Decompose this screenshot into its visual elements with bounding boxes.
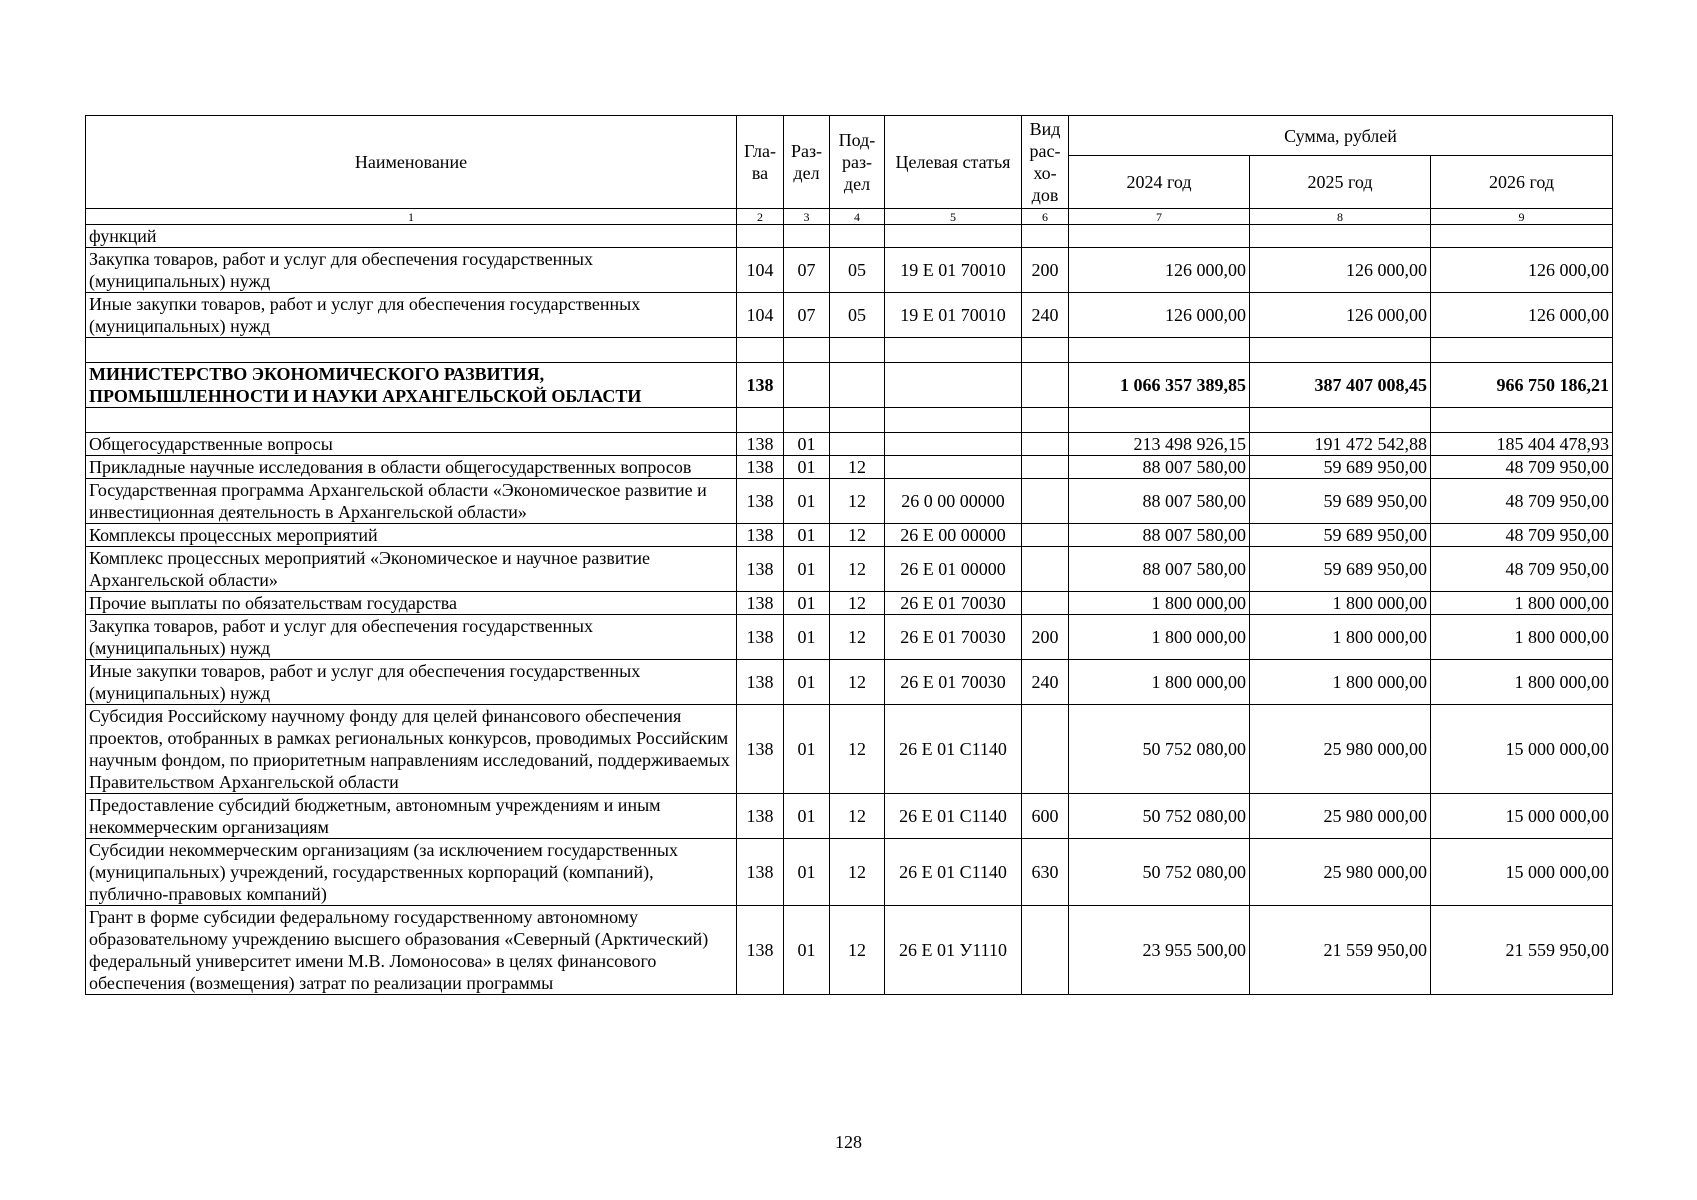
cell-target-article: 26 Е 01 00000 bbox=[885, 547, 1022, 592]
cell-name: Комплексы процессных мероприятий bbox=[86, 524, 737, 547]
cell-sum-2025: 1 800 000,00 bbox=[1250, 660, 1431, 705]
cell-expense-type bbox=[1022, 363, 1069, 408]
cell-sum-2025 bbox=[1250, 338, 1431, 363]
column-index: 6 bbox=[1022, 209, 1069, 225]
cell-sum-2026: 1 800 000,00 bbox=[1431, 660, 1613, 705]
cell-glava bbox=[737, 338, 784, 363]
header-target-article: Целевая статья bbox=[885, 116, 1022, 209]
cell-razdel: 01 bbox=[784, 794, 830, 839]
cell-sum-2026: 48 709 950,00 bbox=[1431, 479, 1613, 524]
cell-target-article: 19 Е 01 70010 bbox=[885, 248, 1022, 293]
cell-expense-type bbox=[1022, 592, 1069, 615]
cell-name: Субсидия Российскому научному фонду для целей финансового обеспечения проектов, отобранных в рамках региональных конкурсов, проводимых Российским научным фондом, по приоритетным направлениям исследований, поддерживаемых Правительством Архангельской области bbox=[86, 705, 737, 794]
cell-sum-2026 bbox=[1431, 408, 1613, 433]
cell-glava: 138 bbox=[737, 660, 784, 705]
cell-sum-2026: 48 709 950,00 bbox=[1431, 456, 1613, 479]
cell-name: Государственная программа Архангельской области «Экономическое развитие и инвестиционная деятельность в Архангельской области» bbox=[86, 479, 737, 524]
cell-podrazdel bbox=[830, 433, 885, 456]
cell-expense-type bbox=[1022, 408, 1069, 433]
cell-sum-2024: 1 066 357 389,85 bbox=[1069, 363, 1250, 408]
cell-sum-2024: 1 800 000,00 bbox=[1069, 660, 1250, 705]
cell-razdel: 01 bbox=[784, 906, 830, 995]
cell-sum-2025: 59 689 950,00 bbox=[1250, 456, 1431, 479]
header-podrazdel: Под-раз-дел bbox=[830, 116, 885, 209]
cell-sum-2025: 25 980 000,00 bbox=[1250, 794, 1431, 839]
cell-sum-2026: 48 709 950,00 bbox=[1431, 547, 1613, 592]
cell-expense-type bbox=[1022, 524, 1069, 547]
cell-razdel: 01 bbox=[784, 456, 830, 479]
cell-expense-type: 630 bbox=[1022, 839, 1069, 906]
cell-podrazdel: 12 bbox=[830, 705, 885, 794]
table-row-ministry bbox=[86, 363, 1613, 408]
cell-sum-2025: 59 689 950,00 bbox=[1250, 524, 1431, 547]
cell-razdel: 07 bbox=[784, 293, 830, 338]
header-year-2026: 2026 год bbox=[1431, 156, 1613, 209]
cell-expense-type bbox=[1022, 225, 1069, 248]
header-glava: Гла-ва bbox=[737, 116, 784, 209]
cell-glava bbox=[737, 408, 784, 433]
cell-target-article: 26 Е 01 С1140 bbox=[885, 794, 1022, 839]
cell-sum-2025: 126 000,00 bbox=[1250, 293, 1431, 338]
cell-sum-2024 bbox=[1069, 338, 1250, 363]
cell-name: МИНИСТЕРСТВО ЭКОНОМИЧЕСКОГО РАЗВИТИЯ, ПРОМЫШЛЕННОСТИ И НАУКИ АРХАНГЕЛЬСКОЙ ОБЛАСТИ bbox=[86, 363, 737, 408]
table-row-empty bbox=[86, 408, 1613, 433]
header-year-2024: 2024 год bbox=[1069, 156, 1250, 209]
cell-name: Комплекс процессных мероприятий «Экономическое и научное развитие Архангельской области» bbox=[86, 547, 737, 592]
cell-sum-2025 bbox=[1250, 408, 1431, 433]
cell-sum-2026 bbox=[1431, 225, 1613, 248]
cell-sum-2024: 1 800 000,00 bbox=[1069, 592, 1250, 615]
cell-target-article: 26 Е 01 С1140 bbox=[885, 839, 1022, 906]
table-row bbox=[86, 225, 1613, 248]
cell-podrazdel: 12 bbox=[830, 660, 885, 705]
cell-sum-2024 bbox=[1069, 408, 1250, 433]
cell-razdel: 01 bbox=[784, 839, 830, 906]
cell-target-article bbox=[885, 363, 1022, 408]
cell-target-article bbox=[885, 456, 1022, 479]
cell-expense-type bbox=[1022, 433, 1069, 456]
cell-target-article: 26 Е 01 С1140 bbox=[885, 705, 1022, 794]
page-number: 128 bbox=[835, 1132, 862, 1152]
cell-glava: 138 bbox=[737, 592, 784, 615]
cell-name: Закупка товаров, работ и услуг для обеспечения государственных (муниципальных) нужд bbox=[86, 615, 737, 660]
table-row-empty bbox=[86, 338, 1613, 363]
cell-sum-2026: 15 000 000,00 bbox=[1431, 839, 1613, 906]
cell-podrazdel: 05 bbox=[830, 248, 885, 293]
cell-glava: 138 bbox=[737, 839, 784, 906]
cell-target-article: 26 Е 01 70030 bbox=[885, 615, 1022, 660]
column-index: 3 bbox=[784, 209, 830, 225]
table-body bbox=[86, 225, 1613, 995]
cell-sum-2026: 185 404 478,93 bbox=[1431, 433, 1613, 456]
cell-expense-type bbox=[1022, 456, 1069, 479]
cell-sum-2024 bbox=[1069, 225, 1250, 248]
cell-sum-2024: 50 752 080,00 bbox=[1069, 794, 1250, 839]
table-row bbox=[86, 293, 1613, 338]
cell-expense-type bbox=[1022, 705, 1069, 794]
cell-expense-type bbox=[1022, 906, 1069, 995]
cell-expense-type: 200 bbox=[1022, 248, 1069, 293]
cell-sum-2024: 88 007 580,00 bbox=[1069, 456, 1250, 479]
cell-razdel: 01 bbox=[784, 547, 830, 592]
cell-name: Предоставление субсидий бюджетным, автономным учреждениям и иным некоммерческим организациям bbox=[86, 794, 737, 839]
cell-sum-2024: 1 800 000,00 bbox=[1069, 615, 1250, 660]
cell-sum-2024: 50 752 080,00 bbox=[1069, 705, 1250, 794]
cell-podrazdel: 12 bbox=[830, 479, 885, 524]
column-index: 9 bbox=[1431, 209, 1613, 225]
cell-name: Иные закупки товаров, работ и услуг для обеспечения государственных (муниципальных) нужд bbox=[86, 660, 737, 705]
cell-podrazdel bbox=[830, 225, 885, 248]
cell-podrazdel: 12 bbox=[830, 524, 885, 547]
cell-sum-2026: 1 800 000,00 bbox=[1431, 615, 1613, 660]
column-index: 7 bbox=[1069, 209, 1250, 225]
cell-expense-type: 600 bbox=[1022, 794, 1069, 839]
cell-razdel: 01 bbox=[784, 433, 830, 456]
cell-glava: 138 bbox=[737, 479, 784, 524]
cell-sum-2025: 1 800 000,00 bbox=[1250, 615, 1431, 660]
cell-sum-2024: 126 000,00 bbox=[1069, 248, 1250, 293]
table-row bbox=[86, 479, 1613, 524]
cell-expense-type: 240 bbox=[1022, 293, 1069, 338]
cell-glava: 138 bbox=[737, 615, 784, 660]
cell-name: Грант в форме субсидии федеральному государственному автономному образовательному учреждению высшего образования «Северный (Арктический) федеральный университет имени М.В. Ломоносова» в целях финансового обеспечения (возмещения) затрат по реализации программы bbox=[86, 906, 737, 995]
cell-razdel: 01 bbox=[784, 615, 830, 660]
cell-sum-2025 bbox=[1250, 225, 1431, 248]
cell-sum-2026: 126 000,00 bbox=[1431, 248, 1613, 293]
cell-sum-2026: 1 800 000,00 bbox=[1431, 592, 1613, 615]
column-index: 2 bbox=[737, 209, 784, 225]
cell-podrazdel: 12 bbox=[830, 547, 885, 592]
cell-sum-2026: 48 709 950,00 bbox=[1431, 524, 1613, 547]
cell-razdel bbox=[784, 408, 830, 433]
cell-glava: 138 bbox=[737, 524, 784, 547]
column-index: 8 bbox=[1250, 209, 1431, 225]
table-row bbox=[86, 660, 1613, 705]
cell-podrazdel: 12 bbox=[830, 839, 885, 906]
cell-razdel: 01 bbox=[784, 705, 830, 794]
table-row bbox=[86, 794, 1613, 839]
cell-sum-2026: 15 000 000,00 bbox=[1431, 705, 1613, 794]
cell-razdel: 01 bbox=[784, 524, 830, 547]
cell-razdel: 01 bbox=[784, 479, 830, 524]
cell-sum-2024: 88 007 580,00 bbox=[1069, 479, 1250, 524]
cell-name: функций bbox=[86, 225, 737, 248]
cell-target-article bbox=[885, 338, 1022, 363]
cell-name: Закупка товаров, работ и услуг для обеспечения государственных (муниципальных) нужд bbox=[86, 248, 737, 293]
cell-sum-2026: 966 750 186,21 bbox=[1431, 363, 1613, 408]
column-index: 1 bbox=[86, 209, 737, 225]
cell-sum-2026: 21 559 950,00 bbox=[1431, 906, 1613, 995]
cell-podrazdel bbox=[830, 408, 885, 433]
table-row bbox=[86, 547, 1613, 592]
cell-name: Иные закупки товаров, работ и услуг для обеспечения государственных (муниципальных) нужд bbox=[86, 293, 737, 338]
table-row bbox=[86, 615, 1613, 660]
table-row bbox=[86, 248, 1613, 293]
cell-expense-type bbox=[1022, 479, 1069, 524]
cell-sum-2025: 21 559 950,00 bbox=[1250, 906, 1431, 995]
cell-razdel bbox=[784, 225, 830, 248]
cell-glava: 138 bbox=[737, 456, 784, 479]
cell-sum-2026: 126 000,00 bbox=[1431, 293, 1613, 338]
cell-sum-2024: 126 000,00 bbox=[1069, 293, 1250, 338]
cell-podrazdel bbox=[830, 338, 885, 363]
cell-target-article bbox=[885, 408, 1022, 433]
column-index-row bbox=[86, 209, 1613, 225]
cell-podrazdel: 12 bbox=[830, 592, 885, 615]
cell-sum-2025: 25 980 000,00 bbox=[1250, 705, 1431, 794]
cell-sum-2024: 88 007 580,00 bbox=[1069, 524, 1250, 547]
cell-sum-2024: 23 955 500,00 bbox=[1069, 906, 1250, 995]
cell-glava: 138 bbox=[737, 433, 784, 456]
table-row bbox=[86, 592, 1613, 615]
cell-sum-2026 bbox=[1431, 338, 1613, 363]
table-row bbox=[86, 705, 1613, 794]
cell-expense-type: 200 bbox=[1022, 615, 1069, 660]
cell-sum-2024: 213 498 926,15 bbox=[1069, 433, 1250, 456]
budget-table bbox=[85, 115, 1613, 995]
cell-sum-2024: 50 752 080,00 bbox=[1069, 839, 1250, 906]
header-year-2025: 2025 год bbox=[1250, 156, 1431, 209]
cell-sum-2025: 59 689 950,00 bbox=[1250, 479, 1431, 524]
cell-glava: 104 bbox=[737, 248, 784, 293]
cell-name: Прикладные научные исследования в области общегосударственных вопросов bbox=[86, 456, 737, 479]
header-expense-type: Вид рас-хо-дов bbox=[1022, 116, 1069, 209]
cell-target-article: 26 Е 01 70030 bbox=[885, 592, 1022, 615]
cell-sum-2025: 59 689 950,00 bbox=[1250, 547, 1431, 592]
cell-expense-type bbox=[1022, 547, 1069, 592]
cell-glava: 138 bbox=[737, 794, 784, 839]
cell-podrazdel: 05 bbox=[830, 293, 885, 338]
cell-glava bbox=[737, 225, 784, 248]
cell-sum-2026: 15 000 000,00 bbox=[1431, 794, 1613, 839]
column-index: 4 bbox=[830, 209, 885, 225]
cell-glava: 138 bbox=[737, 906, 784, 995]
cell-name: Общегосударственные вопросы bbox=[86, 433, 737, 456]
cell-name bbox=[86, 338, 737, 363]
cell-razdel: 07 bbox=[784, 248, 830, 293]
cell-name: Субсидии некоммерческим организациям (за исключением государственных (муниципальных) учреждений, государственных корпораций (компаний), публично-правовых компаний) bbox=[86, 839, 737, 906]
cell-podrazdel bbox=[830, 363, 885, 408]
table-row bbox=[86, 433, 1613, 456]
cell-sum-2025: 387 407 008,45 bbox=[1250, 363, 1431, 408]
cell-sum-2025: 25 980 000,00 bbox=[1250, 839, 1431, 906]
cell-sum-2025: 191 472 542,88 bbox=[1250, 433, 1431, 456]
cell-razdel bbox=[784, 338, 830, 363]
cell-glava: 138 bbox=[737, 705, 784, 794]
table-header bbox=[86, 116, 1613, 225]
cell-target-article: 26 0 00 00000 bbox=[885, 479, 1022, 524]
cell-expense-type: 240 bbox=[1022, 660, 1069, 705]
cell-razdel bbox=[784, 363, 830, 408]
cell-glava: 104 bbox=[737, 293, 784, 338]
cell-razdel: 01 bbox=[784, 592, 830, 615]
cell-podrazdel: 12 bbox=[830, 794, 885, 839]
cell-razdel: 01 bbox=[784, 660, 830, 705]
cell-target-article: 26 Е 01 У1110 bbox=[885, 906, 1022, 995]
cell-glava: 138 bbox=[737, 363, 784, 408]
table-row bbox=[86, 839, 1613, 906]
cell-glava: 138 bbox=[737, 547, 784, 592]
header-sum: Сумма, рублей bbox=[1069, 116, 1613, 156]
cell-podrazdel: 12 bbox=[830, 615, 885, 660]
cell-target-article bbox=[885, 225, 1022, 248]
table-row bbox=[86, 524, 1613, 547]
cell-target-article bbox=[885, 433, 1022, 456]
column-index: 5 bbox=[885, 209, 1022, 225]
cell-target-article: 26 Е 01 70030 bbox=[885, 660, 1022, 705]
cell-target-article: 19 Е 01 70010 bbox=[885, 293, 1022, 338]
cell-sum-2025: 126 000,00 bbox=[1250, 248, 1431, 293]
table-row bbox=[86, 906, 1613, 995]
cell-expense-type bbox=[1022, 338, 1069, 363]
cell-podrazdel: 12 bbox=[830, 456, 885, 479]
table-row bbox=[86, 456, 1613, 479]
cell-target-article: 26 Е 00 00000 bbox=[885, 524, 1022, 547]
cell-sum-2025: 1 800 000,00 bbox=[1250, 592, 1431, 615]
cell-name bbox=[86, 408, 737, 433]
cell-name: Прочие выплаты по обязательствам государства bbox=[86, 592, 737, 615]
cell-podrazdel: 12 bbox=[830, 906, 885, 995]
header-razdel: Раз-дел bbox=[784, 116, 830, 209]
header-name: Наименование bbox=[86, 116, 737, 209]
cell-sum-2024: 88 007 580,00 bbox=[1069, 547, 1250, 592]
